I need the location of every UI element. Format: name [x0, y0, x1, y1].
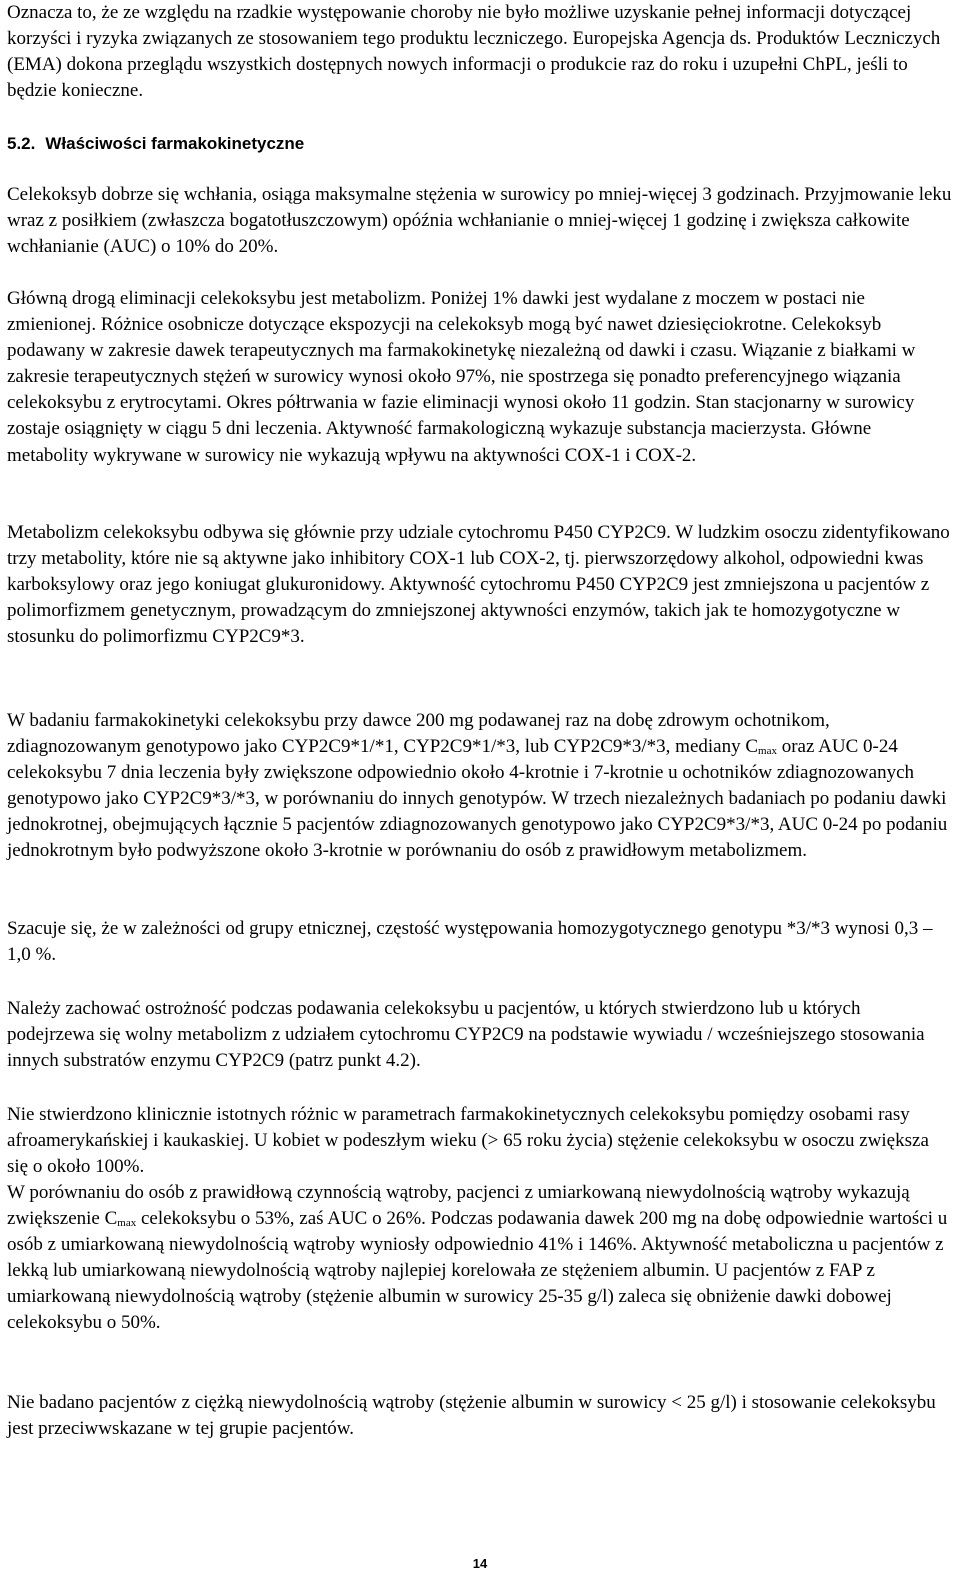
genotype-study-text-b: oraz AUC 0-24 celekoksybu 7 dnia leczenia były zwiększone odpowiednio około 4-krotnie i 7-krotnie u ochotników zdiagnozowanych genotypowo jako CYP2C9*3/*3, w porównaniu do innych genotypów. W trzech niezależnych badaniach po podaniu dawki jednokrotnej, obejmujących łącznie 5 pacjentów zdiagnozowanych genotypowo jako CYP2C9*3/*3, AUC 0-24 po podaniu jednokrotnym było podwyższone około 3-krotnie w porównaniu do osób z prawidłowym metabolizmem.	[7, 736, 948, 862]
ethnic-differences-paragraph: Nie stwierdzono klinicznie istotnych różnic w parametrach farmakokinetycznych celekoksybu pomiędzy osobami rasy afroamerykańskiej i kaukaskiej. U kobiet w podeszłym wieku (> 65 roku życia) stężenie celekoksybu w osoczu zwiększa się o około 100%.	[7, 1104, 929, 1178]
hepatic-text-b: celekoksybu o 53%, zaś AUC o 26%. Podczas podawania dawek 200 mg na dobę odpowiednie wartości u osób z umiarkowaną niewydolnością wątroby wyniosły odpowiednio 41% i 146%. Aktywność metaboliczna u pacjentów z lekką lub umiarkowaną niewydolnością wątroby najlepiej korelowała ze stężeniem albumin. U pacjentów z FAP z umiarkowaną niewydolnością wątroby (stężenie albumin w surowicy 25-35 g/l) zaleca się obniżenie dawki dobowej celekoksybu o 50%.	[7, 1208, 948, 1334]
cmax-subscript: max	[758, 745, 777, 758]
document-page	[7, 0, 952, 1592]
metabolism-paragraph: Metabolizm celekoksybu odbywa się głównie przy udziale cytochromu P450 CYP2C9. W ludzkim osoczu zidentyfikowano trzy metabolity, które nie są aktywne jako inhibitory COX-1 lub COX-2, tj. pierwszorzędowy alkohol, odpowiedni kwas karboksylowy oraz jego koniugat glukuronidowy. Aktywność cytochromu P450 CYP2C9 jest zmniejszona u pacjentów z polimorfizmem genetycznym, prowadzącym do zmniejszonej aktywności enzymów, takich jak te homozygotyczne w stosunku do polimorfizmu CYP2C9*3.	[7, 522, 950, 648]
hepatic-impairment-paragraph	[7, 1180, 952, 1337]
caution-paragraph: Należy zachować ostrożność podczas podawania celekoksybu u pacjentów, u których stwierdzono lub u których podejrzewa się wolny metabolizm z udziałem cytochromu CYP2C9 na podstawie wywiadu / wcześniejszego stosowania innych substratów enzymu CYP2C9 (patrz punkt 4.2).	[7, 998, 925, 1072]
hepatic-text-a: W porównaniu do osób z prawidłową czynnością wątroby, pacjenci z umiarkowaną niewydolnością wątroby wykazują zwiększenie C	[7, 1182, 910, 1230]
elimination-paragraph: Główną drogą eliminacji celekoksybu jest metabolizm. Poniżej 1% dawki jest wydalane z moczem w postaci nie zmienionej. Różnice osobnicze dotyczące ekspozycji na celekoksyb mogą być nawet dziesięciokrotne. Celekoksyb podawany w zakresie dawek terapeutycznych ma farmakokinetykę niezależną od dawki i czasu. Wiązanie z białkami w zakresie terapeutycznych stężeń w surowicy wynosi około 97%, nie spostrzega się ponadto preferencyjnego wiązania celekoksybu z erytrocytami. Okres półtrwania w fazie eliminacji wynosi około 11 godzin. Stan stacjonarny w surowicy zostaje osiągnięty w ciągu 5 dni leczenia. Aktywność farmakologiczną wykazuje substancja macierzysta. Główne metabolity wykrywane w surowicy nie wykazują wpływu na aktywności COX-1 i COX-2.	[7, 288, 916, 466]
intro-paragraph: Oznacza to, że ze względu na rzadkie występowanie choroby nie było możliwe uzyskanie pełnej informacji dotyczącej korzyści i ryzyka związanych ze stosowaniem tego produktu leczniczego. Europejska Agencja ds. Produktów Leczniczych (EMA) dokona przeglądu wszystkich dostępnych nowych informacji o produkcie raz do roku i uzupełni ChPL, jeśli to będzie konieczne.	[7, 2, 941, 102]
section-title: Właściwości farmakokinetyczne	[45, 134, 305, 153]
cmax-subscript: max	[117, 1217, 137, 1230]
ethnic-frequency-paragraph: Szacuje się, że w zależności od grupy etnicznej, częstość występowania homozygotycznego genotypu *3/*3 wynosi 0,3 – 1,0 %.	[7, 918, 933, 966]
section-heading	[7, 131, 952, 157]
section-number: 5.2.	[7, 134, 36, 153]
genotype-study-text-a: W badaniu farmakokinetyki celekoksybu przy dawce 200 mg podawanej raz na dobę zdrowym ochotnikom, zdiagnozowanym genotypowo jako CYP2C9*1/*1, CYP2C9*1/*3, lub CYP2C9*3/*3, mediany C	[7, 710, 830, 758]
page-number: 14	[472, 1556, 488, 1571]
severe-hepatic-paragraph: Nie badano pacjentów z ciężką niewydolnością wątroby (stężenie albumin w surowicy < 25 g/l) i stosowanie celekoksybu jest przeciwwskazane w tej grupie pacjentów.	[7, 1392, 936, 1440]
absorption-paragraph: Celekoksyb dobrze się wchłania, osiąga maksymalne stężenia w surowicy po mniej-więcej 3 godzinach. Przyjmowanie leku wraz z posiłkiem (zwłaszcza bogatotłuszczowym) opóźnia wchłanianie o mniej-więcej 1 godzinę i zwiększa całkowite wchłanianie (AUC) o 10% do 20%.	[7, 184, 952, 258]
genotype-study-paragraph	[7, 708, 952, 865]
